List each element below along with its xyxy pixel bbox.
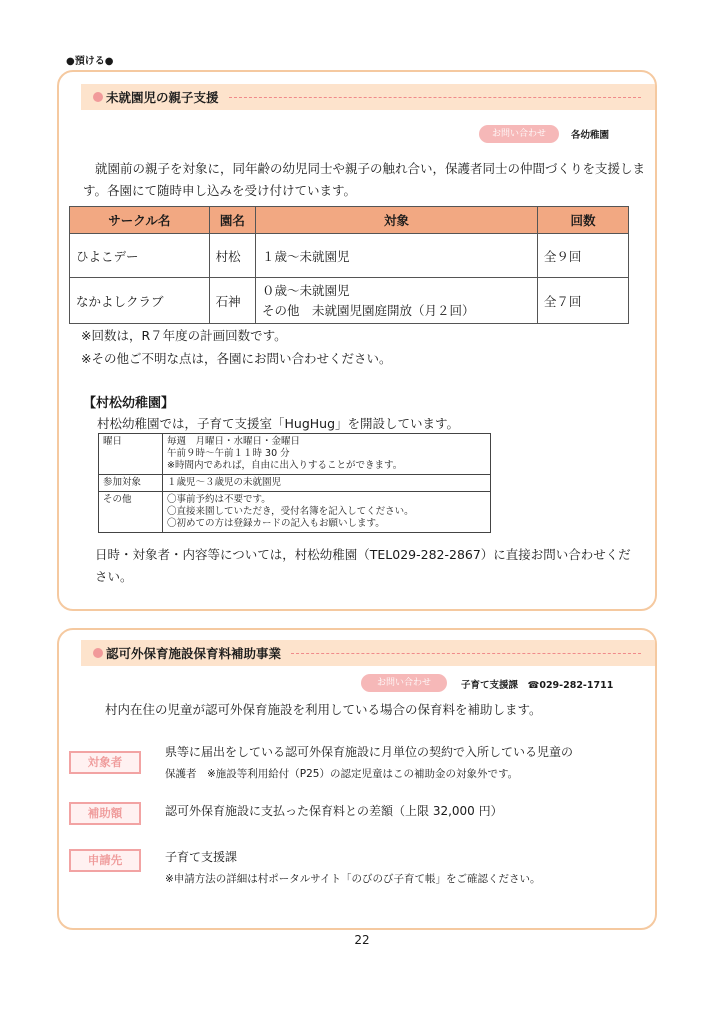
- target-line: ０歳～未就園児: [262, 282, 350, 298]
- col-header-count: 回数: [537, 207, 628, 234]
- table-row: [99, 492, 491, 533]
- section-intro: 就園前の親子を対象に，同年齢の幼児同士や親子の触れ合い，保護者同士の仲間づくりを支援します。各園にて随時申し込みを受け付けています。: [83, 161, 646, 198]
- target-line: その他 未就園児園庭開放（月２回）: [262, 302, 475, 318]
- circle-name: なかよしクラブ: [70, 278, 210, 324]
- note-line: ※回数は，R７年度の計画回数です。: [81, 328, 287, 343]
- section-title: 未就園児の親子支援: [106, 90, 219, 105]
- contact-badge: お問い合わせ: [361, 674, 447, 692]
- bullet-dot-icon: [93, 92, 103, 102]
- item-line: ※申請方法の詳細は村ポータルサイト「のびのび子育て帳」をご確認ください。: [165, 873, 541, 885]
- info-line: １歳児～３歳児の未就園児: [167, 477, 282, 488]
- bullet-dot-icon: [93, 648, 103, 658]
- item-line: 保護者 ※施設等利用給付（P25）の認定児童はこの補助金の対象外です。: [165, 768, 519, 780]
- col-header-name: サークル名: [70, 207, 210, 234]
- count-cell: 全９回: [537, 234, 628, 278]
- table-row: [70, 278, 629, 324]
- info-key: その他: [99, 492, 163, 533]
- tag-apply: 申請先: [69, 849, 141, 872]
- school-name: 村松: [209, 234, 255, 278]
- info-line: ※時間内であれば，自由に出入りすることができます。: [167, 460, 403, 471]
- col-header-school: 園名: [209, 207, 255, 234]
- contact-org: 各幼稚園: [571, 130, 610, 141]
- target-line: １歳～未就園児: [262, 248, 350, 264]
- contact-closing: 日時・対象者・内容等については，村松幼稚園（TEL029-282-2867）に直接お問い合わせください。: [95, 547, 631, 584]
- circle-schedule-table: [69, 206, 629, 324]
- info-value: [163, 434, 491, 475]
- section-title: 認可外保育施設保育料補助事業: [106, 646, 282, 661]
- item-line: 県等に届出をしている認可外保育施設に月単位の契約で入所している児童の: [165, 745, 574, 759]
- kindergarten-heading: 【村松幼稚園】: [83, 396, 175, 411]
- hughug-info-table: [98, 433, 491, 533]
- col-header-target: 対象: [256, 207, 538, 234]
- item-line: 子育て支援課: [165, 850, 238, 864]
- table-row: [70, 234, 629, 278]
- info-value: [163, 492, 491, 533]
- target-cell: [256, 278, 538, 324]
- dashed-divider: [229, 97, 641, 98]
- table-header-row: [70, 207, 629, 234]
- section-header: [81, 84, 655, 110]
- contact-badge: お問い合わせ: [479, 125, 559, 143]
- table-row: [99, 434, 491, 475]
- target-cell: [256, 234, 538, 278]
- item-line: 認可外保育施設に支払った保育料との差額（上限 32,000 円）: [165, 804, 503, 818]
- page-number: 22: [354, 933, 370, 947]
- info-line: 〇直接来園していただき，受付名簿を記入してください。: [167, 506, 414, 517]
- page-category-label: ●預ける●: [66, 56, 114, 67]
- tag-eligible: 対象者: [69, 751, 141, 774]
- kindergarten-intro: 村松幼稚園では，子育て支援室「HugHug」を開設しています。: [97, 416, 460, 431]
- subsidy-panel: [57, 628, 657, 930]
- note-line: ※その他ご不明な点は，各園にお問い合わせください。: [81, 351, 392, 366]
- item-text: [165, 846, 541, 890]
- item-text: [165, 800, 503, 822]
- section-header: [81, 640, 655, 666]
- circle-name: ひよこデー: [70, 234, 210, 278]
- parent-child-support-panel: [57, 70, 657, 611]
- info-key: 参加対象: [99, 475, 163, 492]
- info-line: 毎週 月曜日・水曜日・金曜日: [167, 436, 301, 447]
- info-key: 曜日: [99, 434, 163, 475]
- info-value: [163, 475, 491, 492]
- info-line: 〇事前予約は不要です。: [167, 494, 271, 505]
- info-line: 午前９時～午前１１時 30 分: [167, 448, 290, 459]
- info-line: 〇初めての方は登録カードの記入もお願いします。: [167, 518, 385, 529]
- count-cell: 全７回: [537, 278, 628, 324]
- school-name: 石神: [209, 278, 255, 324]
- item-text: [165, 741, 573, 785]
- dashed-divider: [291, 653, 641, 654]
- contact-org: 子育て支援課 ☎029-282-1711: [461, 680, 614, 691]
- table-row: [99, 475, 491, 492]
- section-intro: 村内在住の児童が認可外保育施設を利用している場合の保育料を補助します。: [105, 702, 542, 717]
- tag-amount: 補助額: [69, 802, 141, 825]
